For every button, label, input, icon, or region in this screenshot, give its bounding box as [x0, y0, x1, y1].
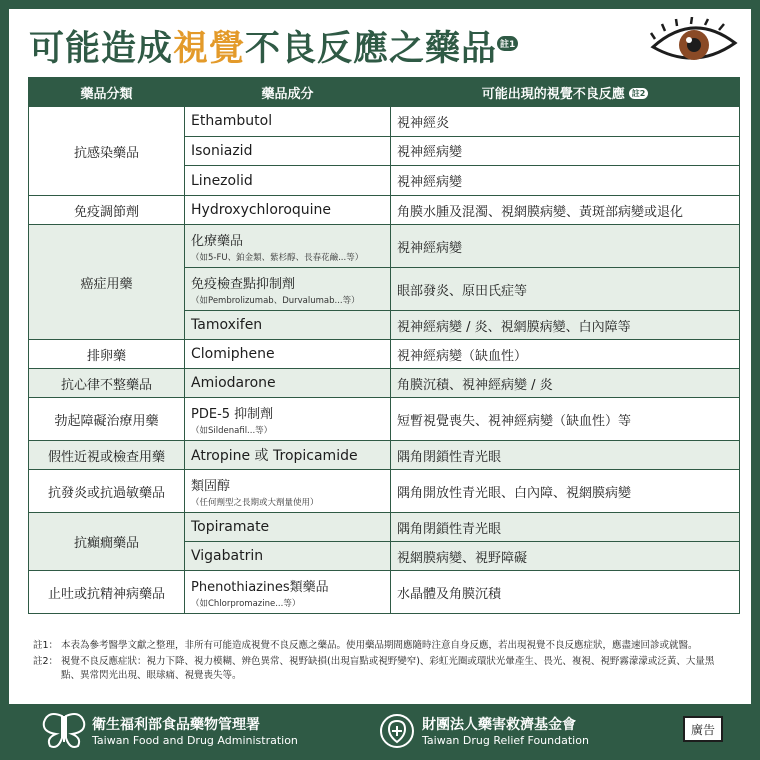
category-cell: 抗發炎或抗過敏藥品 [29, 470, 185, 513]
effect-cell: 視神經炎 [391, 107, 740, 137]
effect-cell: 眼部發炎、原田氏症等 [391, 268, 740, 311]
header-effect-label: 可能出現的視覺不良反應 [481, 86, 625, 102]
ingredient-main: 免疫檢查點抑制劑 [191, 276, 296, 292]
effect-cell: 視神經病變（缺血性） [391, 340, 740, 369]
footnote-1 [33, 639, 733, 653]
fda-butterfly-logo-icon [40, 712, 88, 750]
table-row [29, 196, 740, 225]
table-row [29, 513, 740, 542]
fda-name-en: Taiwan Food and Drug Administration [92, 734, 298, 747]
ingredient-sub: （如Pembrolizumab、Durvalumab...等） [191, 295, 360, 306]
effect-cell: 水晶體及角膜沉積 [391, 571, 740, 614]
footnote-1-label: 註1： [33, 640, 59, 651]
footer [0, 704, 760, 760]
eye-icon [649, 17, 739, 69]
table-header-row [29, 78, 740, 107]
poster [9, 9, 751, 704]
category-cell: 止吐或抗精神病藥品 [29, 571, 185, 614]
ingredient-main: 化療藥品 [191, 233, 244, 249]
title-part-1: 可能造成 [29, 29, 174, 69]
ingredient-sub: （如5-FU、鉑金類、紫杉醇、長春花鹼...等） [191, 252, 364, 263]
category-cell: 排卵藥 [29, 340, 185, 369]
page-title [29, 21, 518, 71]
effect-cell: 視神經病變 [391, 166, 740, 196]
ingredient-cell [185, 571, 391, 614]
category-cell: 勃起障礙治療用藥 [29, 398, 185, 441]
ingredient-cell [185, 398, 391, 441]
effect-cell: 短暫視覺喪失、視神經病變（缺血性）等 [391, 398, 740, 441]
footnote-2-label: 註2： [33, 656, 59, 667]
ingredient-cell: Vigabatrin [185, 542, 391, 571]
ingredient-cell: Isoniazid [185, 136, 391, 166]
tdrf-name-en: Taiwan Drug Relief Foundation [422, 734, 589, 747]
ingredient-cell [185, 470, 391, 513]
tdrf-name [422, 714, 589, 747]
table-row [29, 225, 740, 268]
header-effect [391, 78, 740, 107]
ingredient-cell: Hydroxychloroquine [185, 196, 391, 225]
table-row [29, 470, 740, 513]
header-category: 藥品分類 [29, 78, 185, 107]
ingredient-main: 類固醇 [191, 478, 231, 494]
footnote-2 [33, 655, 733, 683]
effect-cell: 角膜水腫及混濁、視網膜病變、黃斑部病變或退化 [391, 196, 740, 225]
footnotes [33, 639, 733, 685]
ingredient-cell: Amiodarone [185, 369, 391, 398]
table-row [29, 107, 740, 137]
ad-badge: 廣告 [683, 716, 723, 742]
table-row [29, 571, 740, 614]
effect-cell: 視神經病變 [391, 225, 740, 268]
ingredient-main: PDE-5 抑制劑 [191, 406, 274, 422]
title-highlight: 視覺 [173, 29, 246, 69]
ingredient-cell: Tamoxifen [185, 311, 391, 340]
effect-cell: 角膜沉積、視神經病變 / 炎 [391, 369, 740, 398]
category-cell: 抗癲癇藥品 [29, 513, 185, 571]
ingredient-sub: （如Sildenafil...等） [191, 425, 273, 436]
title-note-mark: 註1 [497, 36, 518, 51]
table-row [29, 398, 740, 441]
effect-cell: 隅角開放性青光眼、白內障、視網膜病變 [391, 470, 740, 513]
footnote-2-text: 視覺不良反應症狀：視力下降、視力模糊、辨色異常、視野缺損(出現盲點或視野變窄)、彩虹光圈或環狀光暈產生、畏光、複視、視野霧濛濛或泛黃、大量黑點、異常閃光出現、眼球痛、視覺喪失等。 [61, 656, 715, 681]
ingredient-cell [185, 225, 391, 268]
category-cell: 假性近視或檢查用藥 [29, 441, 185, 470]
title-row [9, 9, 751, 75]
header-effect-note: 註2 [629, 88, 649, 99]
header-ingredient: 藥品成分 [185, 78, 391, 107]
tdrf-name-zh: 財團法人藥害救濟基金會 [422, 717, 576, 733]
footnote-1-text: 本表為參考醫學文獻之整理，非所有可能造成視覺不良反應之藥品。使用藥品期間應隨時注意自身反應，若出現視覺不良反應症狀，應盡速回診或就醫。 [61, 640, 698, 651]
category-cell: 癌症用藥 [29, 225, 185, 340]
category-cell: 抗心律不整藥品 [29, 369, 185, 398]
ingredient-cell [185, 268, 391, 311]
effect-cell: 隅角閉鎖性青光眼 [391, 441, 740, 470]
title-part-2: 不良反應之藥品 [245, 29, 498, 69]
ingredient-sub: （如Chlorpromazine...等） [191, 598, 301, 609]
effect-cell: 視神經病變 / 炎、視網膜病變、白內障等 [391, 311, 740, 340]
ingredient-cell: Clomiphene [185, 340, 391, 369]
ingredient-cell: Atropine 或 Tropicamide [185, 441, 391, 470]
effect-cell: 視網膜病變、視野障礙 [391, 542, 740, 571]
fda-name-zh: 衛生福利部食品藥物管理署 [92, 717, 260, 733]
category-cell: 免疫調節劑 [29, 196, 185, 225]
drug-table [28, 77, 740, 614]
ingredient-cell: Topiramate [185, 513, 391, 542]
category-cell: 抗感染藥品 [29, 107, 185, 196]
fda-name [92, 714, 298, 747]
tdrf-logo-icon [378, 712, 416, 750]
ingredient-cell: Ethambutol [185, 107, 391, 137]
effect-cell: 視神經病變 [391, 136, 740, 166]
table-row [29, 369, 740, 398]
ingredient-main: Phenothiazines類藥品 [191, 579, 329, 595]
ingredient-cell: Linezolid [185, 166, 391, 196]
table-row [29, 340, 740, 369]
ingredient-sub: （任何劑型之長期或大劑量使用） [191, 497, 319, 508]
table-row [29, 441, 740, 470]
effect-cell: 隅角閉鎖性青光眼 [391, 513, 740, 542]
